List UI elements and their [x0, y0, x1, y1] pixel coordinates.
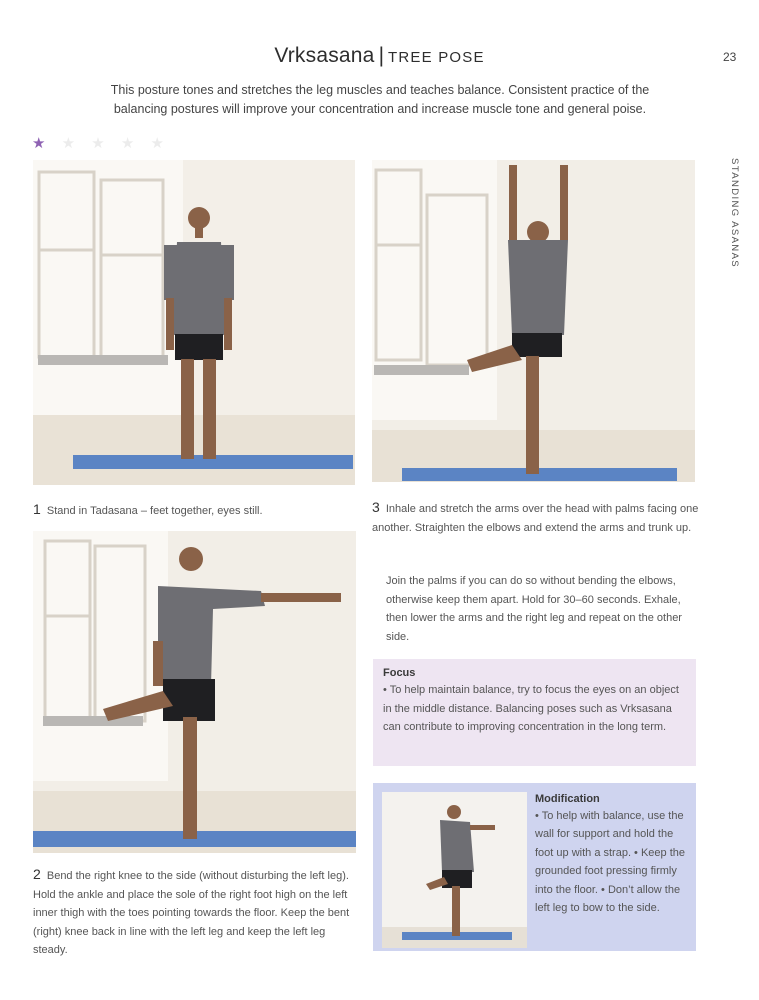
modification-text: • To help with balance, use the wall for support and hold the foot up with a strap. • Keep the grounded foot pressing firmly into the floor. • Don’t allow the left leg to bow to the side.	[535, 810, 685, 915]
page-number: 23	[723, 50, 737, 64]
modification-text-block	[535, 793, 687, 917]
step-number: 3	[372, 499, 380, 515]
photo-modification	[382, 792, 527, 948]
step-number: 2	[33, 866, 41, 882]
star-empty-icon: ★ ★ ★ ★	[61, 135, 170, 152]
step-1-caption	[33, 500, 353, 521]
focus-box	[373, 659, 696, 766]
intro-paragraph: This posture tones and stretches the leg muscles and teaches balance. Consistent practice of the balancing postures will improve your concentration and increase muscle tone and general poise.	[110, 83, 650, 116]
modification-heading: Modification	[535, 793, 600, 805]
photo-step-1	[33, 160, 355, 485]
focus-text: • To help maintain balance, try to focus the eyes on an object in the middle distance. Balancing poses such as Vrksasana can contribute to improving concentration in the long term.	[383, 684, 679, 733]
page-title	[0, 44, 759, 68]
step-text: Stand in Tadasana – feet together, eyes still.	[46, 505, 263, 517]
pose-english-name: TREE POSE	[388, 49, 485, 66]
section-label: STANDING ASANAS	[729, 158, 740, 269]
star-filled-icon: ★	[32, 135, 52, 152]
pose-name: Vrksasana	[274, 44, 375, 67]
modification-box	[373, 783, 696, 951]
focus-heading: Focus	[383, 667, 416, 679]
step-text: Bend the right knee to the side (without disturbing the left leg). Hold the ankle and place the sole of the right foot high on the left inner thigh with the toes pointing towards the floor. Keep the bent (right) knee back in line with the left leg and keep the left leg steady.	[33, 870, 350, 956]
step-3-caption-continued: Join the palms if you can do so without bending the elbows, otherwise keep them apart. Hold for 30–60 seconds. Exhale, then lower the arms and the right leg and repeat on the other side.	[386, 575, 682, 643]
step-number: 1	[33, 501, 41, 517]
title-separator: |	[378, 44, 385, 67]
step-2-caption	[33, 865, 353, 960]
photo-step-2	[33, 531, 356, 853]
step-3-caption	[372, 498, 702, 537]
photo-step-3	[372, 160, 695, 482]
step-text: Inhale and stretch the arms over the head with palms facing one another. Straighten the elbows and extend the arms and trunk up.	[372, 503, 699, 534]
difficulty-rating	[32, 134, 170, 152]
